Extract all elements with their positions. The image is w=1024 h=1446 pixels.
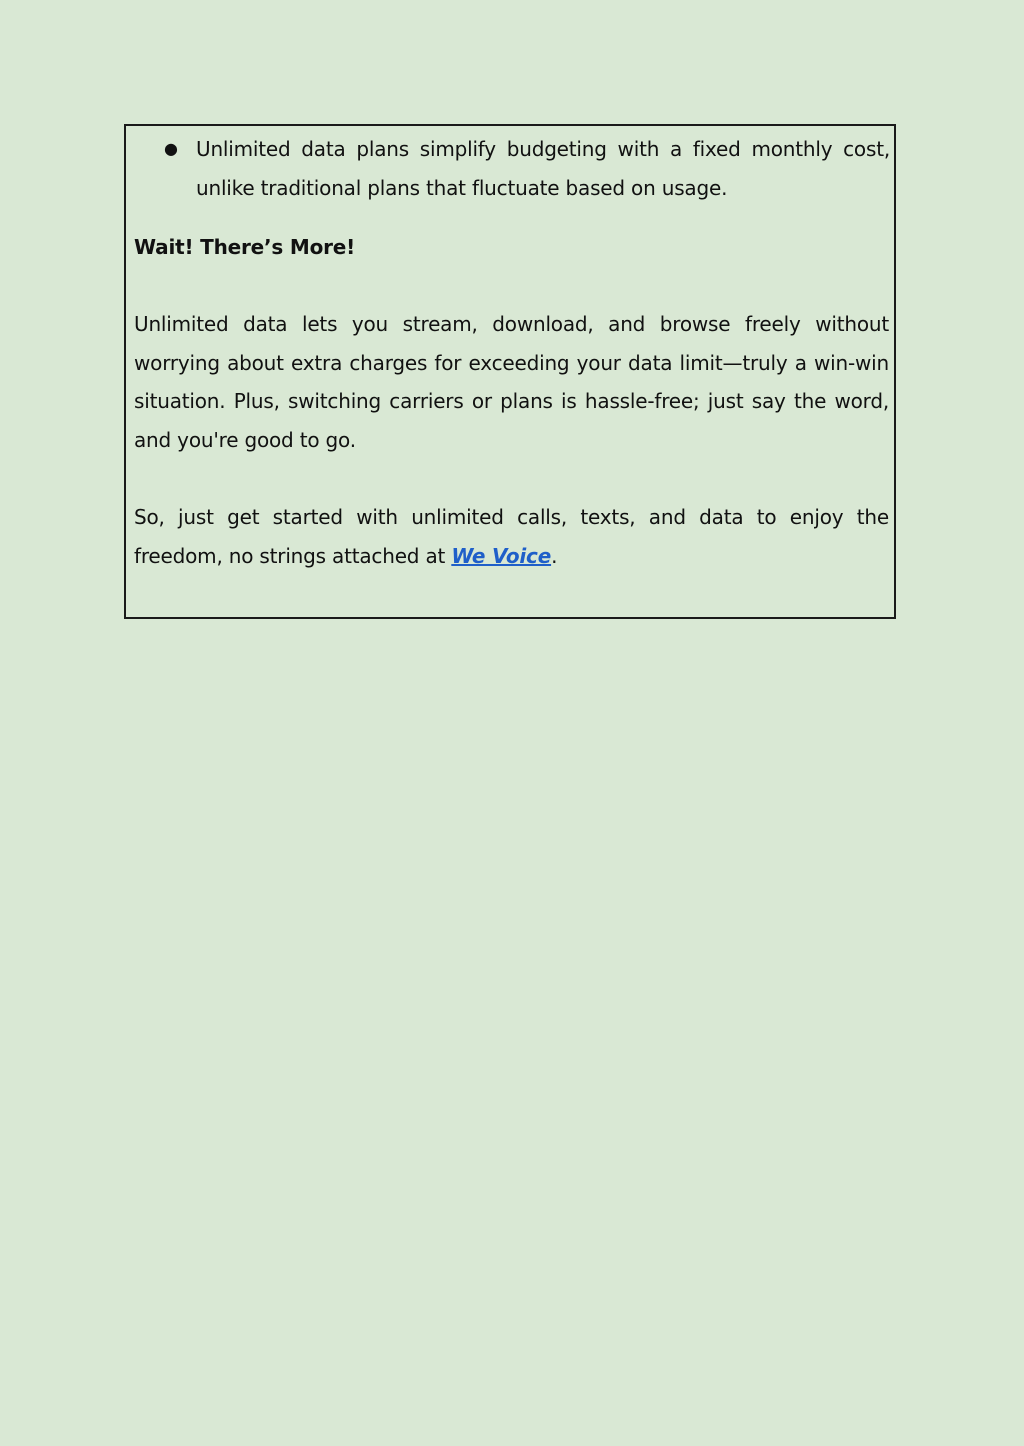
paragraph-get-started-text: So, just get started with unlimited calls, texts, and data to enjoy the freedom, no strings attached at (134, 505, 889, 568)
bullet-marker-icon: ● (164, 139, 178, 158)
bullet-text: Unlimited data plans simplify budgeting with a fixed monthly cost, unlike traditional plans that fluctuate based on usage. (196, 137, 890, 200)
section-heading: Wait! There’s More! (134, 235, 356, 259)
we-voice-link[interactable]: We Voice (451, 543, 552, 568)
paragraph-get-started (134, 498, 889, 575)
content-box (124, 124, 896, 619)
paragraph-end-punctuation: . (551, 543, 558, 568)
paragraph-unlimited-data: Unlimited data lets you stream, download, and browse freely without worrying about extra charges for exceeding your data limit—truly a win-win situation. Plus, switching carriers or plans is hassle-free; just say the word, and you're good to go. (134, 312, 889, 452)
